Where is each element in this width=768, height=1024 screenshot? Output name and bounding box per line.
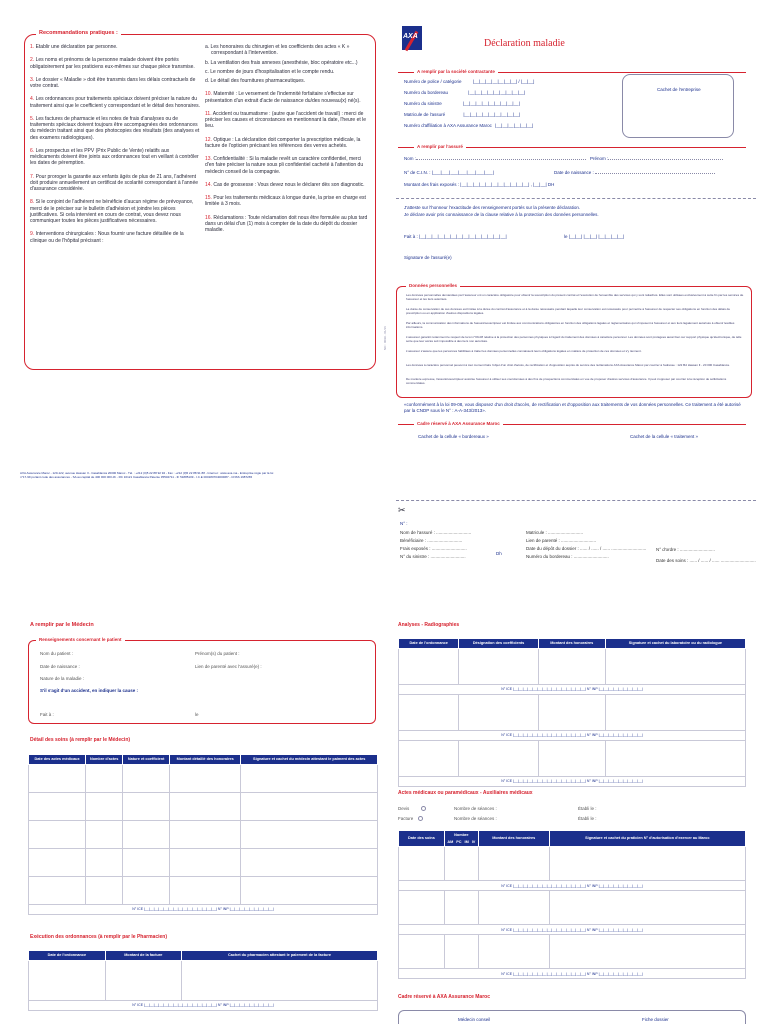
count-sub-header: IV — [471, 839, 476, 844]
accident-cause-field[interactable]: S'il s'agit d'un accident, en indiquer la cause : — [40, 688, 138, 693]
table-cell[interactable] — [170, 848, 241, 876]
table-cell[interactable] — [123, 820, 170, 848]
stub-number: N° : — [400, 521, 408, 526]
inp-label: N° INP |__|__|__|__|__|__|__|__|__| — [586, 971, 643, 976]
inp-label: N° INP |__|__|__|__|__|__|__|__|__| — [586, 733, 643, 738]
declaration-page — [384, 0, 768, 600]
table-cell[interactable] — [123, 792, 170, 820]
table-header-row — [29, 755, 378, 765]
recommendation-number: 15. — [205, 195, 214, 201]
recommendation-item — [30, 231, 200, 244]
facture-sessions-field[interactable]: Nombre de séances : — [454, 816, 497, 821]
recommendation-number: 16. — [205, 214, 214, 221]
pharmacy-table — [28, 950, 378, 1011]
table-cell[interactable] — [538, 740, 605, 776]
table-row[interactable] — [399, 847, 746, 881]
table-row[interactable] — [29, 848, 378, 876]
ice-label: N° ICE |__|__|__|__|__|__|__|__|__|__|__|__|__|__|__| — [501, 883, 587, 888]
ice-inp-row[interactable] — [29, 1000, 378, 1010]
recommendation-text: Réclamations : Toute réclamation doit nous être formulée au plus tard dans un délai d'un (1) mois à compter de la date du dépôt du dossier maladie. — [205, 214, 368, 233]
recommendation-number: 4. — [30, 96, 36, 103]
table-cell[interactable] — [170, 764, 241, 792]
table-cell[interactable] — [459, 694, 538, 730]
recommendation-text: Accident ou traumatisme : (autre que l'accident de travail) : merci de préciser les causes et circonstances en mentionnant la date, l'heure et le lieu. — [205, 110, 367, 130]
declaration-title: Déclaration maladie — [484, 38, 565, 49]
inp-label: N° INP |__|__|__|__|__|__|__|__|__| — [217, 1003, 274, 1008]
recommendation-text: Le dossier « Maladie » doit être transmis dans les délais contractuels de votre contrat. — [30, 76, 196, 89]
ice-inp-cell[interactable] — [399, 925, 746, 935]
count-sub-headers — [446, 840, 477, 845]
recommendation-item — [205, 182, 371, 188]
ice-inp-row[interactable] — [399, 881, 746, 891]
recommendation-number: 14. — [205, 181, 214, 188]
company-field[interactable] — [404, 79, 534, 85]
privacy-paragraph: L'assureur garantit notamment le respect de la loi n°09-08 relative à la protection des personnes physiques à l'égard du traitement des données à caractère personnel. Les données sont protégées aussi bien sur support physique qu'électronique, de telle sorte que leur accès soit impossible à des tiers non autorisés. — [406, 335, 742, 343]
company-field-boxes[interactable]: |__|__|__|__|__|__|__|__|__| — [461, 101, 520, 106]
ice-label: N° ICE |__|__|__|__|__|__|__|__|__|__|__|__|__|__|__| — [132, 907, 218, 912]
company-field[interactable] — [404, 90, 525, 96]
table-header-cell: Montant de la facture — [105, 951, 181, 961]
patient-name-field[interactable]: Nom du patient : — [40, 651, 74, 656]
doctor-fait-field[interactable]: Fait à : — [40, 712, 54, 717]
table-cell[interactable] — [538, 694, 605, 730]
recommendation-text: Interventions chirurgicales : Nous fournir une facture détaillée de la clinique ou de l'hôpital précisant : — [30, 231, 184, 244]
table-header-cell: Montant détaillé des honoraires — [170, 755, 241, 765]
table-header-row — [29, 951, 378, 961]
table-cell[interactable] — [399, 891, 445, 925]
stub-field[interactable]: Date du dépôt du dossier : ...... / ...... / ...... ............................ — [526, 546, 647, 551]
table-cell[interactable] — [123, 876, 170, 904]
recommendation-item — [30, 116, 200, 141]
illness-nature-field[interactable]: Nature de la maladie : — [40, 676, 85, 681]
company-field-boxes[interactable]: |__|__|__|__|__|__|__|__|__| — [462, 112, 521, 117]
recommendation-number: 10. — [205, 91, 214, 98]
table-cell[interactable] — [605, 694, 745, 730]
patient-birthdate-field[interactable]: Date de naissance : — [40, 664, 80, 669]
ice-inp-row[interactable] — [399, 776, 746, 786]
ice-label: N° ICE |__|__|__|__|__|__|__|__|__|__|__|__|__|__|__| — [132, 1003, 218, 1008]
table-cell[interactable] — [459, 740, 538, 776]
table-cell[interactable] — [29, 876, 86, 904]
table-row[interactable] — [399, 935, 746, 969]
recommendation-item — [30, 148, 200, 167]
scissors-icon: ✂ — [398, 505, 406, 515]
table-header-cell: Désignation des coefficients — [459, 639, 538, 649]
devis-date-field[interactable]: Établi le : — [578, 806, 597, 811]
pharmacy-section-title: Exécution des ordonnances (à remplir par le Pharmacien) — [30, 934, 167, 940]
recommendation-item — [30, 174, 200, 193]
recommendation-number: 6. — [30, 147, 36, 154]
table-cell[interactable] — [86, 848, 123, 876]
inp-label: N° INP |__|__|__|__|__|__|__|__|__| — [217, 907, 274, 912]
recommendation-number: 9. — [30, 231, 36, 238]
recommendation-item — [30, 44, 200, 50]
reserved-box — [398, 1010, 746, 1024]
stub-field[interactable]: Frais exposés : ............................ — [400, 546, 467, 551]
company-section-title: A remplir par la société contractante — [414, 69, 498, 75]
inp-label: N° INP |__|__|__|__|__|__|__|__|__| — [586, 883, 643, 888]
ice-label: N° ICE |__|__|__|__|__|__|__|__|__|__|__|__|__|__|__| — [501, 927, 587, 932]
recommendation-text: Confidentialité : Si la maladie revêt un caractère confidentiel, merci d'en faire préciser la nature sous pli confidentiel cacheté à l'attention du médecin conseil de la compagnie. — [205, 156, 364, 175]
ice-inp-cell[interactable] — [399, 776, 746, 786]
privacy-title: Données personnelles — [406, 283, 460, 289]
company-field-boxes[interactable]: |__|__|__|__|__|__|__| / |__|__| — [471, 79, 535, 84]
table-cell[interactable] — [399, 740, 459, 776]
relationship-field[interactable]: Lien de parenté avec l'assuré(e) : — [195, 664, 262, 669]
reserved-axa-title: Cadre réservé à AXA Assurance Maroc — [398, 994, 490, 1000]
table-row[interactable] — [399, 740, 746, 776]
table-cell[interactable] — [444, 847, 478, 881]
table-row[interactable] — [399, 694, 746, 730]
stub-field[interactable]: Nom de l'assuré : ............................ — [400, 530, 472, 535]
recommendation-item — [205, 156, 371, 175]
case-file-label: Fiche dossier — [642, 1017, 669, 1022]
surgery-detail-item: b. La ventilation des frais annexes (anesthésie, bloc opératoire etc...) — [205, 59, 358, 66]
table-cell[interactable] — [241, 820, 378, 848]
table-cell[interactable] — [123, 764, 170, 792]
prenom-field[interactable]: Prénom : — [590, 156, 723, 162]
surgery-detail-item: d. Le détail des fournitures pharmaceutiques. — [205, 78, 306, 84]
recommendation-text: Si le conjoint de l'adhérent ne bénéficie d'aucun régime de prévoyance, merci de le préciser sur le bulletin d'adhésion et joindre les pièces justificatives. Si cela intervient en cours de contrat, vous devez nous communiquer toutes les pièces justificatives nécessaires. — [30, 199, 194, 224]
table-cell[interactable] — [86, 876, 123, 904]
date-field[interactable]: le |__|__| |__|__| |__|__|__|__| — [564, 234, 625, 239]
company-field-boxes[interactable]: |__|__|__|__|__|__|__|__|__| — [467, 90, 526, 95]
company-field[interactable] — [404, 112, 520, 118]
bordereau-stamp-label: Cachet de la cellule « bordereaux » — [418, 434, 489, 439]
devis-option[interactable]: Devis — [398, 806, 426, 812]
form-reference: NO : 0099 - 01/16 — [383, 326, 387, 350]
analyses-title: Analyses - Radiographies — [398, 622, 460, 628]
surgery-detail-item: a. Les honoraires du chirurgien et les coefficients des actes « K » correspondant à l'intervention. — [205, 44, 350, 57]
attestation-line-2: Je déclare avoir pris connaissance de la clause relative à la protection des données personnelles. — [404, 212, 599, 217]
table-cell[interactable] — [86, 820, 123, 848]
stub-field[interactable]: N° du sinistre : ............................ — [400, 554, 466, 559]
company-field-label: Numéro du bordereau — [404, 90, 449, 95]
company-field[interactable] — [404, 123, 533, 129]
inp-label: N° INP |__|__|__|__|__|__|__|__|__| — [586, 687, 643, 692]
table-cell[interactable] — [86, 764, 123, 792]
table-cell[interactable] — [170, 792, 241, 820]
cndp-notice: «conformément à la loi 09-08, vous disposez d'un droit d'accès, de rectification et d'opposition aux traitements de vos données personnelles. Ce traitement a été autorisé par la CNDP sous le N° : A-A-343/2013». — [404, 402, 741, 413]
table-cell[interactable] — [241, 876, 378, 904]
facture-option[interactable]: Facture — [398, 816, 423, 822]
axa-logo: AXA — [402, 26, 422, 50]
recommendation-number: 13. — [205, 156, 214, 162]
devis-sessions-field[interactable]: Nombre de séances : — [454, 806, 497, 811]
table-row[interactable] — [399, 891, 746, 925]
table-cell[interactable] — [549, 847, 745, 881]
table-cell[interactable] — [459, 648, 538, 684]
table-cell[interactable] — [123, 848, 170, 876]
patient-firstname-field[interactable]: Prénom(s) du patient : — [195, 651, 240, 656]
table-cell[interactable] — [29, 848, 86, 876]
table-cell[interactable] — [605, 648, 745, 684]
table-header-row — [399, 639, 746, 649]
table-header-cell: Date de l'ordonnance — [399, 639, 459, 649]
attestation-line-1: J'atteste sur l'honneur l'exactitude des renseignement portés sur la présente déclaration. — [404, 205, 581, 210]
recommendation-number: 5. — [30, 115, 36, 122]
table-cell[interactable] — [478, 891, 549, 925]
inp-label: N° INP |__|__|__|__|__|__|__|__|__| — [586, 927, 643, 932]
table-cell[interactable] — [170, 876, 241, 904]
ice-inp-row[interactable] — [399, 684, 746, 694]
company-stamp-box: Cachet de l'entreprise — [622, 74, 734, 138]
table-cell[interactable] — [549, 891, 745, 925]
ice-inp-row[interactable] — [399, 925, 746, 935]
ice-label: N° ICE |__|__|__|__|__|__|__|__|__|__|__|__|__|__|__| — [501, 687, 587, 692]
table-header-row — [399, 831, 746, 847]
company-field[interactable] — [404, 101, 520, 107]
table-cell[interactable] — [241, 764, 378, 792]
care-details-title: Détail des soins (à remplir par le Médecin) — [30, 737, 131, 743]
ice-label: N° ICE |__|__|__|__|__|__|__|__|__|__|__|__|__|__|__| — [501, 779, 587, 784]
recommendation-item — [205, 111, 371, 130]
recommendation-number: 7. — [30, 173, 36, 180]
privacy-paragraph: Les données à caractère personnel peuvent à tout moment faire l'objet d'un droit d'accès, de rectification et d'opposition auprès du service des réclamations AXA Assurance Maroc par courrier à l'adresse : 122 Bd Hassan II - 20 000 Casablanca. — [406, 363, 730, 367]
table-header-cell: Date des actes médicaux — [29, 755, 86, 765]
table-cell[interactable] — [29, 960, 106, 1000]
stub-dh: Dh — [496, 551, 502, 556]
birthdate-field[interactable]: Date de naissance : — [554, 170, 715, 176]
table-cell[interactable] — [29, 820, 86, 848]
signature-label: Signature de l'assuré(e) — [404, 255, 452, 260]
ice-inp-row[interactable] — [399, 730, 746, 740]
traitement-stamp-label: Cachet de la cellule « traitement » — [630, 434, 699, 439]
recommendation-text: Etablir une déclaration par personne. — [35, 44, 118, 50]
table-header-cell: Nombre d'actes — [86, 755, 123, 765]
table-cell[interactable] — [538, 648, 605, 684]
insured-section-title: A remplir par l'assuré — [414, 144, 466, 150]
table-cell[interactable] — [399, 648, 459, 684]
table-row[interactable] — [29, 820, 378, 848]
company-field-label: Numéro de police / catégorie — [404, 79, 462, 84]
devis-radio-icon[interactable] — [421, 806, 426, 811]
recommendations-left-column — [30, 44, 200, 251]
ice-inp-cell[interactable] — [399, 730, 746, 740]
recommendations-right-column — [205, 44, 371, 240]
table-row[interactable] — [29, 792, 378, 820]
ice-inp-row[interactable] — [29, 904, 378, 914]
recommendation-item — [205, 91, 371, 104]
recommendation-item — [205, 215, 371, 234]
table-cell[interactable] — [478, 935, 549, 969]
count-sub-header: AM — [447, 839, 454, 844]
table-cell[interactable] — [399, 694, 459, 730]
privacy-paragraph: Par ailleurs, la communication des informations de l'assuré/souscripteur est limitée aux communications obligatoires en fonction des obligations légales et réglementaires qui s'imposent à l'assureur et aux tiers légalement autorisés à obtenir lesdites informations. — [406, 321, 735, 329]
recommendation-item — [30, 57, 200, 70]
ice-inp-cell[interactable] — [399, 969, 746, 979]
stub-field[interactable]: Date des soins : ...... / ...... / ...... ............................ — [656, 558, 756, 563]
recommendations-page — [0, 0, 384, 520]
table-cell[interactable] — [86, 792, 123, 820]
recommendation-number: 1. — [30, 44, 36, 50]
table-header-cell: Date de l'ordonnance — [29, 951, 106, 961]
ice-inp-cell[interactable] — [399, 881, 746, 891]
expenses-field[interactable]: Montant des frais exposés : |__|__|__|__|__|__|__|__|__|__|__| , |__|__| DH — [404, 182, 555, 187]
ice-inp-cell[interactable] — [29, 904, 378, 914]
table-header-cell: Signature et cachet du praticien N° d'autorisation d'exercer au Maroc — [549, 831, 745, 847]
recommendation-number: 11. — [205, 110, 213, 117]
recommendation-item — [205, 137, 371, 150]
table-header-cell: Cachet du pharmacien attestant le paiement de la facture — [181, 951, 377, 961]
table-header-cell: Nature et coefficient — [123, 755, 170, 765]
table-cell[interactable] — [170, 820, 241, 848]
recommendation-text: Les prospectus et les PPV (Prix Public de Vente) relatifs aux médicaments doivent être joints aux ordonnances tout en veillant à contrôler les dates de péremption. — [30, 147, 199, 167]
recommendation-text: Les noms et prénoms de la personne malade doivent être portés obligatoirement par les praticiens eux-mêmes sur chaque pièce transmise. — [30, 57, 195, 70]
stub-field[interactable]: Bénéficiaire : ............................ — [400, 538, 463, 543]
recommendation-text: Pour les traitements médicaux à longue durée, la prise en charge est limitée à 3 mois. — [205, 195, 366, 208]
stub-field[interactable]: Numéro du bordereau : ............................ — [526, 554, 609, 559]
table-row[interactable] — [399, 648, 746, 684]
ice-label: N° ICE |__|__|__|__|__|__|__|__|__|__|__|__|__|__|__| — [501, 733, 587, 738]
patient-info-title: Renseignements concernant le patient — [36, 637, 125, 643]
count-sub-header: PC — [456, 839, 462, 844]
table-cell[interactable] — [29, 792, 86, 820]
table-cell[interactable] — [549, 935, 745, 969]
table-cell[interactable] — [181, 960, 377, 1000]
recommendation-item — [30, 199, 200, 224]
recommendation-number: 2. — [30, 57, 36, 64]
stub-field[interactable]: N° d'ordre : ............................ — [656, 547, 715, 552]
recommendation-number: 3. — [30, 76, 36, 83]
table-row[interactable] — [29, 764, 378, 792]
ice-label: N° ICE |__|__|__|__|__|__|__|__|__|__|__|__|__|__|__| — [501, 971, 587, 976]
table-cell[interactable] — [478, 847, 549, 881]
stub-field[interactable]: Matricule : ............................ — [526, 530, 584, 535]
table-cell[interactable] — [29, 764, 86, 792]
table-header-cell: Montant des honoraires — [478, 831, 549, 847]
recommendation-item — [205, 195, 371, 208]
reserved-section-title: Cadre réservé à AXA Assurance Maroc — [414, 421, 503, 427]
privacy-paragraph: Les données personnelles demandées par l'assureur ont un caractère obligatoire pour obtenir la souscription du présent contrat et l'exécution de l'ensemble des services qui y sont rattachés. Elles sont utilisées exclusivement à cette fin par les services de l'assureur et les tiers autorisés. — [406, 293, 744, 301]
ice-inp-cell[interactable] — [29, 1000, 378, 1010]
stub-field[interactable]: Lien de parenté : ............................ — [526, 538, 597, 543]
facture-radio-icon[interactable] — [418, 816, 423, 821]
medical-advisor-label: Médecin conseil — [458, 1017, 491, 1022]
table-cell[interactable] — [241, 792, 378, 820]
recommendation-text: Pour proroger la garantie aux enfants âgés de plus de 21 ans, l'adhérent doit produire annuellement un certificat de scolarité correspondant à l'année d'assurance considérée. — [30, 173, 199, 192]
count-sub-header: IM — [464, 839, 469, 844]
care-details-table — [28, 754, 378, 915]
doctor-section-title: A remplir par le Médecin — [30, 622, 94, 628]
table-cell[interactable] — [399, 847, 445, 881]
medical-acts-table — [398, 830, 746, 979]
table-cell[interactable] — [105, 960, 181, 1000]
company-field-label: Numéro d'affiliation à AXA Assurance Maroc — [404, 123, 492, 128]
recommendation-number: 12. — [205, 136, 214, 143]
recommendation-text: Optique : La déclaration doit comporter la prescription médicale, la facture de l'opticien précisant les références des verres achetés. — [205, 136, 361, 149]
privacy-paragraph: L'assureur s'assure que les personnes habilitées à traiter les données personnelles connaissent leurs obligations légales en matière de protection de ces données et s'y tiennent. — [406, 349, 642, 353]
table-row[interactable] — [29, 960, 378, 1000]
table-row[interactable] — [29, 876, 378, 904]
inp-label: N° INP |__|__|__|__|__|__|__|__|__| — [586, 779, 643, 784]
cin-field[interactable]: N° de C.I.N. : |___|___|___|___|___|___|___| — [404, 170, 494, 175]
ice-inp-row[interactable] — [399, 969, 746, 979]
recommendation-text: Les factures de pharmacie et les notes de frais d'analyses ou de traitements spéciaux doivent toujours être accompagnées des ordonnances du médecin traitant ainsi que des photocopies des résultats (des analyses et des examens radiologiques). — [30, 115, 200, 141]
nom-field[interactable]: Nom : — [404, 156, 586, 162]
table-header-cell: Nombre AM PC IM IV — [444, 831, 478, 847]
table-header-cell: Signature et cachet du laboratoire ou du radiologue — [605, 639, 745, 649]
company-footer: AXA Assurance Maroc - 120-122, avenue Hassan II - Casablanca 20000 Maroc - Tél. : +212 (0)5 22 88 92 92 - Fax : +212 (0)5 22 88 91 88 - Internet : www.axa.ma - Entreprise régie par la loi n°17-99 portant code des assurances - SA au capital de 400 000 000 dh - RC 16121 Casablanca Patente 35502711 - IF 51885109 - I.C.E 000180704000087 - CNSS 1987265 — [20, 471, 274, 479]
analyses-page — [384, 600, 768, 1024]
table-cell[interactable] — [241, 848, 378, 876]
surgery-detail-item: c. Le nombre de jours d'hospitalisation et le compte rendu. — [205, 68, 335, 75]
recommendation-text: Les ordonnances pour traitements spéciaux doivent préciser la nature du traitement ainsi que le coefficient y correspondant et le détail des honoraires. — [30, 96, 201, 109]
recommendation-item — [30, 96, 200, 109]
recommendation-number: 8. — [30, 199, 36, 206]
recommendations-title: Recommandations pratiques : — [36, 30, 121, 37]
table-header-cell: Signature et cachet du médecin attestant le paiment des actes — [241, 755, 378, 765]
company-field-boxes[interactable]: |__|__|__|__|__|__| — [493, 123, 534, 128]
table-header-cell: Montant des honoraires — [538, 639, 605, 649]
analyses-table — [398, 638, 746, 787]
medical-acts-title: Actes médicaux ou paramédicaux - Auxiliaires médicaux — [398, 790, 533, 796]
facture-date-field[interactable]: Établi le : — [578, 816, 597, 821]
table-cell[interactable] — [399, 935, 445, 969]
table-cell[interactable] — [444, 891, 478, 925]
doctor-page — [0, 600, 384, 1024]
recommendation-text: Maternité : Le versement de l'indemnité forfaitaire s'effectue sur présentation d'un extrait d'acte de naissance du/des nouveau(x) né(s). — [205, 91, 361, 104]
recommendation-text: Cas de grossesse : Vous devez nous le déclarer dès son diagnostic. — [213, 181, 365, 188]
privacy-paragraph: La durée de conservation de ces données est limitée à la durée du contrat d'assurance et à la durée nécessaire pendant laquelle leur conservation est nécessaire pour permettre à l'assureur de respecter ses obligations en fonction des délais de prescription ou en application d'autres dispositions légales. — [406, 307, 731, 315]
privacy-paragraph: De manière expresse, l'assuré/souscripteur autorise l'assureur à utiliser ses coordonnées à des fins de prospections commerciales en vue de proposer d'autres services d'assurance. Il peut s'opposer par courrier à la réception de sollicitations commerciales. — [406, 377, 727, 385]
table-cell[interactable] — [605, 740, 745, 776]
doctor-date-field[interactable]: le — [195, 712, 199, 717]
company-field-label: Numéro du sinistre — [404, 101, 442, 106]
fait-field[interactable]: Fait à : |__|__|__|__|__|__|__|__|__|__|__|__|__|__| — [404, 234, 507, 239]
ice-inp-cell[interactable] — [399, 684, 746, 694]
table-header-cell: Date des soins — [399, 831, 445, 847]
company-field-label: Matricule de l'assuré — [404, 112, 446, 117]
recommendation-item — [30, 77, 200, 90]
table-cell[interactable] — [444, 935, 478, 969]
